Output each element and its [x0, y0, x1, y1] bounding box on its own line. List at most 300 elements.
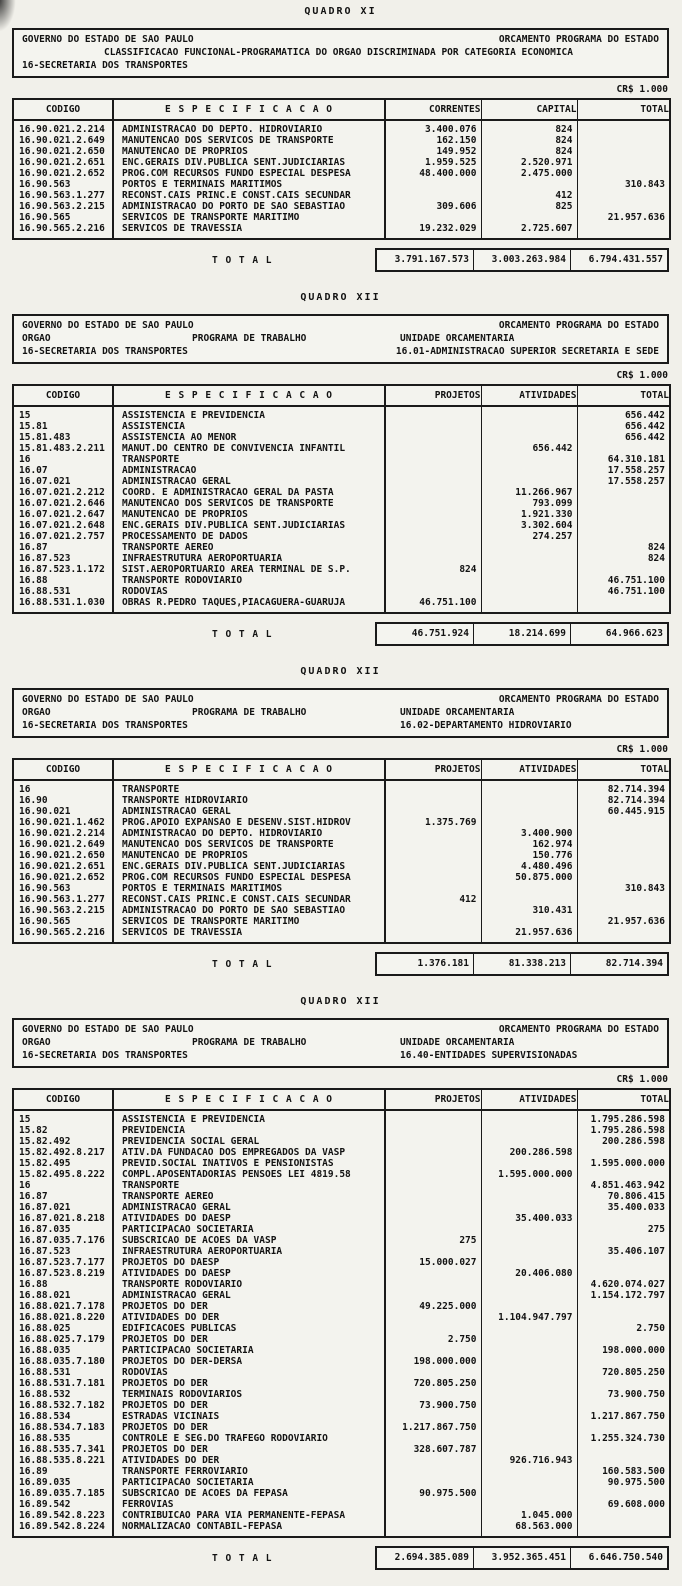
cell-value-1: [385, 1499, 481, 1510]
total-box: [375, 248, 669, 272]
cell-total: [577, 157, 670, 168]
cell-especificacao: PARTICIPACAO SOCIETARIA: [113, 1224, 385, 1235]
cell-value-2: 824: [481, 135, 577, 146]
header-line-2: [22, 46, 659, 59]
cell-total: [577, 872, 670, 883]
cell-value-1: [385, 1510, 481, 1521]
cell-total: 160.583.500: [577, 1466, 670, 1477]
cell-value-1: 1.217.867.750: [385, 1422, 481, 1433]
cell-total: [577, 1213, 670, 1224]
header-line2-right: [573, 46, 659, 59]
table-row: [13, 1180, 670, 1191]
cell-value-2: 50.875.000: [481, 872, 577, 883]
table-row: [13, 1433, 670, 1444]
total-box: [375, 952, 669, 976]
cell-especificacao: PROG.COM RECURSOS FUNDO ESPECIAL DESPESA: [113, 168, 385, 179]
table-header: [13, 759, 670, 780]
cell-especificacao: CONTROLE E SEG.DO TRAFEGO RODOVIARIO: [113, 1433, 385, 1444]
cell-value-2: 926.716.943: [481, 1455, 577, 1466]
cell-total: 4.851.463.942: [577, 1180, 670, 1191]
cell-especificacao: TRANSPORTE AEREO: [113, 1191, 385, 1202]
table-row: [13, 861, 670, 872]
cell-value-2: [481, 564, 577, 575]
quadro-section: [12, 6, 669, 272]
cell-code: 15.82.495: [19, 1158, 71, 1169]
cell-total: [577, 168, 670, 179]
table-row: [13, 795, 670, 806]
cell-code: 16.90.563.2.215: [19, 201, 105, 212]
col-header-values-2: ATIVIDADES: [481, 385, 577, 406]
quadro-title: QUADRO XI: [304, 6, 377, 17]
cell-code: 16.88.534.7.183: [19, 1422, 105, 1433]
cell-total: 2.750: [577, 1323, 670, 1334]
cell-value-2: 68.563.000: [481, 1521, 577, 1537]
cell-code: 16.87: [19, 542, 48, 553]
total-label: T O T A L: [212, 958, 273, 970]
table-header-row: [13, 385, 670, 406]
total-value: 82.714.394: [570, 954, 667, 974]
cell-total: 17.558.257: [577, 476, 670, 487]
total-label: T O T A L: [212, 1552, 273, 1564]
cell-total: 21.957.636: [577, 916, 670, 927]
table-row: [13, 201, 670, 212]
cell-total: [577, 828, 670, 839]
total-value: 6.646.750.540: [570, 1548, 667, 1568]
table-body: [13, 406, 670, 613]
budget-unit-label: 16.01-ADMINISTRACAO SUPERIOR SECRETARIA E SEDE: [395, 346, 659, 357]
total-value: 64.966.623: [570, 624, 667, 644]
cell-total: [577, 146, 670, 157]
cell-value-1: [385, 542, 481, 553]
cell-value-1: [385, 406, 481, 421]
cell-especificacao: TRANSPORTE AEREO: [113, 542, 385, 553]
table-body: [13, 120, 670, 239]
table-row: [13, 212, 670, 223]
cell-code: 16.88.021.7.178: [19, 1301, 105, 1312]
cell-value-2: 1.104.947.797: [481, 1312, 577, 1323]
cell-value-2: [481, 1202, 577, 1213]
cell-value-2: [481, 465, 577, 476]
cell-total: [577, 564, 670, 575]
table-row: [13, 564, 670, 575]
cell-code: 16.90.021.2.214: [19, 124, 105, 135]
cell-value-2: [481, 179, 577, 190]
header-box: [12, 28, 669, 78]
cell-value-1: [385, 498, 481, 509]
cell-code: 16.89: [19, 1466, 48, 1477]
table-row: [13, 1235, 670, 1246]
cell-total: [577, 1147, 670, 1158]
cell-especificacao: INFRAESTRUTURA AEROPORTUARIA: [113, 1246, 385, 1257]
cell-value-1: [385, 531, 481, 542]
cell-value-1: 275: [385, 1235, 481, 1246]
table-row: [13, 1257, 670, 1268]
quadro-section: [12, 292, 669, 646]
budget-unit-label: 16.02-DEPARTAMENTO HIDROVIARIO: [400, 720, 572, 731]
cell-value-1: [385, 1246, 481, 1257]
cell-value-2: [481, 421, 577, 432]
cell-total: 46.751.100: [577, 575, 670, 586]
cell-code: 16: [19, 454, 31, 465]
cell-total: 35.400.033: [577, 1202, 670, 1213]
table-row: [13, 1147, 670, 1158]
cell-total: 656.442: [577, 406, 670, 421]
cell-total: 69.608.000: [577, 1499, 670, 1510]
table-row: [13, 1213, 670, 1224]
cell-code: 16.89.035: [19, 1477, 71, 1488]
cell-code: 16.07.021.2.647: [19, 509, 105, 520]
cell-code: 16.88.025.7.179: [19, 1334, 105, 1345]
cell-especificacao: PORTOS E TERMINAIS MARITIMOS: [113, 883, 385, 894]
cell-code: 16.07.021: [19, 476, 71, 487]
col-header-total: TOTAL: [577, 99, 670, 120]
cell-total: [577, 894, 670, 905]
cell-value-1: [385, 190, 481, 201]
cell-especificacao: ADMINISTRACAO DO PORTO DE SAO SEBASTIAO: [113, 905, 385, 916]
table-row: [13, 894, 670, 905]
table-row: [13, 1455, 670, 1466]
cell-code: 16.88.035: [19, 1345, 71, 1356]
table-row: [13, 531, 670, 542]
cell-especificacao: PROJETOS DO DER-DERSA: [113, 1356, 385, 1367]
cell-code: 16.07.021.2.212: [19, 487, 105, 498]
cell-especificacao: ENC.GERAIS DIV.PUBLICA SENT.JUDICIARIAS: [113, 520, 385, 531]
cell-value-1: 824: [385, 564, 481, 575]
budget-unit-label: 16.40-ENTIDADES SUPERVISIONADAS: [400, 1050, 578, 1061]
cell-especificacao: RECONST.CAIS PRINC.E CONST.CAIS SECUNDAR: [113, 190, 385, 201]
cell-total: [577, 1488, 670, 1499]
cell-value-1: [385, 1110, 481, 1125]
cell-code: 16.87.035: [19, 1224, 71, 1235]
header-line2-left: [22, 46, 104, 59]
cell-value-2: 824: [481, 120, 577, 135]
table-row: [13, 828, 670, 839]
cell-total: [577, 1510, 670, 1521]
cell-value-2: [481, 553, 577, 564]
cell-value-1: [385, 1136, 481, 1147]
table-row: [13, 839, 670, 850]
cell-value-1: [385, 780, 481, 795]
total-box: [375, 622, 669, 646]
total-row: [12, 1546, 669, 1570]
cell-value-2: 824: [481, 146, 577, 157]
header-line-2: [22, 332, 659, 345]
table-row: [13, 190, 670, 201]
cell-total: 656.442: [577, 432, 670, 443]
cell-code: 16.90: [19, 795, 48, 806]
cell-value-1: [385, 927, 481, 943]
government-label: GOVERNO DO ESTADO DE SAO PAULO: [22, 34, 194, 45]
cell-especificacao: MANUTENCAO DOS SERVICOS DE TRANSPORTE: [113, 839, 385, 850]
cell-value-1: 198.000.000: [385, 1356, 481, 1367]
cell-especificacao: MANUTENCAO DOS SERVICOS DE TRANSPORTE: [113, 135, 385, 146]
cell-value-2: [481, 454, 577, 465]
cell-total: [577, 1455, 670, 1466]
cell-value-1: [385, 1268, 481, 1279]
cell-value-2: [481, 1290, 577, 1301]
cell-value-1: [385, 212, 481, 223]
total-col4-value: 3.003.263.984: [473, 250, 570, 270]
cell-total: [577, 498, 670, 509]
cell-code: 16.87.523.1.172: [19, 564, 105, 575]
quadro-title: QUADRO XII: [300, 292, 381, 303]
table-row: [13, 850, 670, 861]
cell-value-1: [385, 1191, 481, 1202]
cell-value-1: [385, 487, 481, 498]
header-line2-right: UNIDADE ORCAMENTARIA: [400, 333, 515, 344]
header-line-3: [22, 1049, 659, 1062]
cell-value-2: 35.400.033: [481, 1213, 577, 1224]
cell-value-2: [481, 1477, 577, 1488]
cell-especificacao: TRANSPORTE RODOVIARIO: [113, 575, 385, 586]
cell-value-2: [481, 1334, 577, 1345]
cell-code: 16.90.021.1.462: [19, 817, 105, 828]
table-row: [13, 1110, 670, 1125]
col-header-total: TOTAL: [577, 759, 670, 780]
header-line2-left: ORGAO: [22, 707, 51, 718]
cell-code: 16.90.021.2.214: [19, 828, 105, 839]
table-row: [13, 817, 670, 828]
cell-code: 16.90.021.2.651: [19, 157, 105, 168]
table-row: [13, 780, 670, 795]
cell-value-1: 2.750: [385, 1334, 481, 1345]
cell-value-2: [481, 1400, 577, 1411]
cell-especificacao: MANUTENCAO DE PROPRIOS: [113, 850, 385, 861]
cell-value-1: [385, 454, 481, 465]
cell-value-1: 328.607.787: [385, 1444, 481, 1455]
table-row: [13, 575, 670, 586]
cell-total: [577, 861, 670, 872]
cell-code: 16.90.021: [19, 806, 71, 817]
cell-especificacao: PROJETOS DO DER: [113, 1422, 385, 1433]
cell-total: [577, 223, 670, 239]
cell-code: 15: [19, 1114, 31, 1125]
currency-label: CR$ 1.000: [616, 370, 668, 381]
cell-value-2: 793.099: [481, 498, 577, 509]
col-header-values-1: PROJETOS: [385, 385, 481, 406]
table-row: [13, 1367, 670, 1378]
cell-value-2: [481, 817, 577, 828]
table-row: [13, 806, 670, 817]
total-value: 6.794.431.557: [570, 250, 667, 270]
secretariat-label: 16-SECRETARIA DOS TRANSPORTES: [22, 720, 188, 731]
budget-table: [12, 758, 671, 944]
cell-especificacao: ASSISTENCIA E PREVIDENCIA: [113, 1110, 385, 1125]
total-row: [12, 952, 669, 976]
cell-especificacao: TRANSPORTE RODOVIARIO: [113, 1279, 385, 1290]
cell-especificacao: PROG.COM RECURSOS FUNDO ESPECIAL DESPESA: [113, 872, 385, 883]
cell-especificacao: RODOVIAS: [113, 586, 385, 597]
cell-total: 1.154.172.797: [577, 1290, 670, 1301]
cell-code: 16.88.531: [19, 1367, 71, 1378]
cell-total: [577, 201, 670, 212]
header-line2-mid: PROGRAMA DE TRABALHO: [192, 333, 307, 344]
cell-code: 16.90.021.2.652: [19, 168, 105, 179]
table-row: [13, 454, 670, 465]
cell-code: 16.87.035.7.176: [19, 1235, 105, 1246]
cell-total: 70.806.415: [577, 1191, 670, 1202]
cell-value-1: [385, 1224, 481, 1235]
cell-code: 16.90.563.1.277: [19, 190, 105, 201]
cell-total: 60.445.915: [577, 806, 670, 817]
budget-program-label: ORCAMENTO PROGRAMA DO ESTADO: [498, 694, 659, 705]
table-row: [13, 509, 670, 520]
cell-value-2: [481, 1279, 577, 1290]
cell-value-2: [481, 1191, 577, 1202]
table-row: [13, 1158, 670, 1169]
cell-value-2: [481, 1356, 577, 1367]
cell-especificacao: PROCESSAMENTO DE DADOS: [113, 531, 385, 542]
cell-value-1: [385, 421, 481, 432]
cell-code: 16.87.021.8.218: [19, 1213, 105, 1224]
cell-value-1: [385, 443, 481, 454]
table-row: [13, 1477, 670, 1488]
cell-value-2: [481, 1345, 577, 1356]
col-header-especificacao: E S P E C I F I C A C A O: [113, 99, 385, 120]
cell-total: 1.595.000.000: [577, 1158, 670, 1169]
total-row: [12, 248, 669, 272]
cell-total: 824: [577, 542, 670, 553]
cell-total: [577, 1334, 670, 1345]
cell-code: 16.07.021.2.757: [19, 531, 105, 542]
table-row: [13, 927, 670, 943]
cell-value-2: 2.520.971: [481, 157, 577, 168]
table-row: [13, 597, 670, 613]
table-header: [13, 1089, 670, 1110]
cell-especificacao: PROJETOS DO DAESP: [113, 1257, 385, 1268]
cell-especificacao: ATIVIDADES DO DAESP: [113, 1213, 385, 1224]
cell-value-2: [481, 1499, 577, 1510]
cell-value-2: [481, 597, 577, 613]
table-row: [13, 1224, 670, 1235]
cell-total: [577, 1378, 670, 1389]
cell-total: [577, 1356, 670, 1367]
cell-value-2: [481, 795, 577, 806]
cell-code: 16.89.035.7.185: [19, 1488, 105, 1499]
cell-code: 15.82: [19, 1125, 48, 1136]
header-line-3: [22, 345, 659, 358]
cell-especificacao: ADMINISTRACAO GERAL: [113, 1202, 385, 1213]
table-row: [13, 1323, 670, 1334]
table-header-row: [13, 99, 670, 120]
currency-label: CR$ 1.000: [616, 84, 668, 95]
total-row: [12, 622, 669, 646]
cell-value-1: [385, 179, 481, 190]
cell-code: 15: [19, 410, 31, 421]
cell-especificacao: ENC.GERAIS DIV.PUBLICA SENT.JUDICIARIAS: [113, 157, 385, 168]
cell-especificacao: ATIVIDADES DO DER: [113, 1312, 385, 1323]
cell-especificacao: RODOVIAS: [113, 1367, 385, 1378]
col-header-values-2: ATIVIDADES: [481, 1089, 577, 1110]
total-col4-value: 81.338.213: [473, 954, 570, 974]
cell-value-2: 20.406.080: [481, 1268, 577, 1279]
table-row: [13, 1125, 670, 1136]
budget-program-label: ORCAMENTO PROGRAMA DO ESTADO: [498, 34, 659, 45]
cell-total: 1.795.286.598: [577, 1110, 670, 1125]
cell-value-2: [481, 1180, 577, 1191]
cell-code: 16.90.021.2.649: [19, 839, 105, 850]
cell-code: 16.88.534: [19, 1411, 71, 1422]
table-row: [13, 168, 670, 179]
cell-value-1: [385, 1323, 481, 1334]
table-row: [13, 120, 670, 135]
table-row: [13, 586, 670, 597]
cell-value-1: [385, 509, 481, 520]
cell-especificacao: COMPL.APOSENTADORIAS PENSOES LEI 4819.58: [113, 1169, 385, 1180]
cell-total: 90.975.500: [577, 1477, 670, 1488]
cell-especificacao: MANUTENCAO DE PROPRIOS: [113, 509, 385, 520]
cell-code: 16.07.021.2.648: [19, 520, 105, 531]
cell-especificacao: ADMINISTRACAO: [113, 465, 385, 476]
cell-value-1: [385, 1433, 481, 1444]
cell-especificacao: TRANSPORTE HIDROVIARIO: [113, 795, 385, 806]
cell-especificacao: SERVICOS DE TRANSPORTE MARITIMO: [113, 212, 385, 223]
cell-value-2: 825: [481, 201, 577, 212]
cell-code: 16.88.535.7.341: [19, 1444, 105, 1455]
cell-value-1: [385, 1125, 481, 1136]
cell-value-2: [481, 780, 577, 795]
cell-value-1: [385, 839, 481, 850]
cell-value-2: [481, 1466, 577, 1477]
cell-code: 16.88.035.7.180: [19, 1356, 105, 1367]
cell-value-1: [385, 1411, 481, 1422]
table-row: [13, 1356, 670, 1367]
header-box: [12, 314, 669, 364]
cell-especificacao: PREVIDENCIA SOCIAL GERAL: [113, 1136, 385, 1147]
table-row: [13, 872, 670, 883]
cell-total: 824: [577, 553, 670, 564]
table-header-row: [13, 1089, 670, 1110]
cell-value-1: 48.400.000: [385, 168, 481, 179]
cell-code: 16.87.523.7.177: [19, 1257, 105, 1268]
cell-value-1: [385, 1202, 481, 1213]
cell-total: [577, 1521, 670, 1537]
cell-code: 16.90.565.2.216: [19, 223, 105, 234]
table-row: [13, 883, 670, 894]
table-row: [13, 1268, 670, 1279]
cell-especificacao: MANUT.DO CENTRO DE CONVIVENCIA INFANTIL: [113, 443, 385, 454]
quadro-title: QUADRO XII: [300, 996, 381, 1007]
cell-value-2: 11.266.967: [481, 487, 577, 498]
table-header: [13, 385, 670, 406]
cell-code: 16.88: [19, 575, 48, 586]
cell-code: 16: [19, 1180, 31, 1191]
cell-especificacao: FERROVIAS: [113, 1499, 385, 1510]
cell-code: 15.81.483: [19, 432, 71, 443]
cell-especificacao: OBRAS R.PEDRO TAQUES,PIACAGUERA-GUARUJA: [113, 597, 385, 613]
cell-especificacao: PROJETOS DO DER: [113, 1400, 385, 1411]
cell-total: [577, 1235, 670, 1246]
cell-value-1: 19.232.029: [385, 223, 481, 239]
header-line-1: [22, 319, 659, 332]
header-line2-mid: PROGRAMA DE TRABALHO: [192, 707, 307, 718]
cell-total: [577, 850, 670, 861]
table-row: [13, 1466, 670, 1477]
total-col3-value: 46.751.924: [411, 628, 469, 639]
cell-value-2: 21.957.636: [481, 927, 577, 943]
cell-total: [577, 135, 670, 146]
cell-total: [577, 927, 670, 943]
cell-value-2: [481, 1389, 577, 1400]
table-body: [13, 1110, 670, 1537]
cell-value-1: [385, 916, 481, 927]
table-header: [13, 99, 670, 120]
header-line2-mid: PROGRAMA DE TRABALHO: [192, 1037, 307, 1048]
cell-value-1: [385, 432, 481, 443]
cell-value-1: [385, 828, 481, 839]
cell-code: 16.87.021: [19, 1202, 71, 1213]
cell-code: 16.88.021.8.220: [19, 1312, 105, 1323]
